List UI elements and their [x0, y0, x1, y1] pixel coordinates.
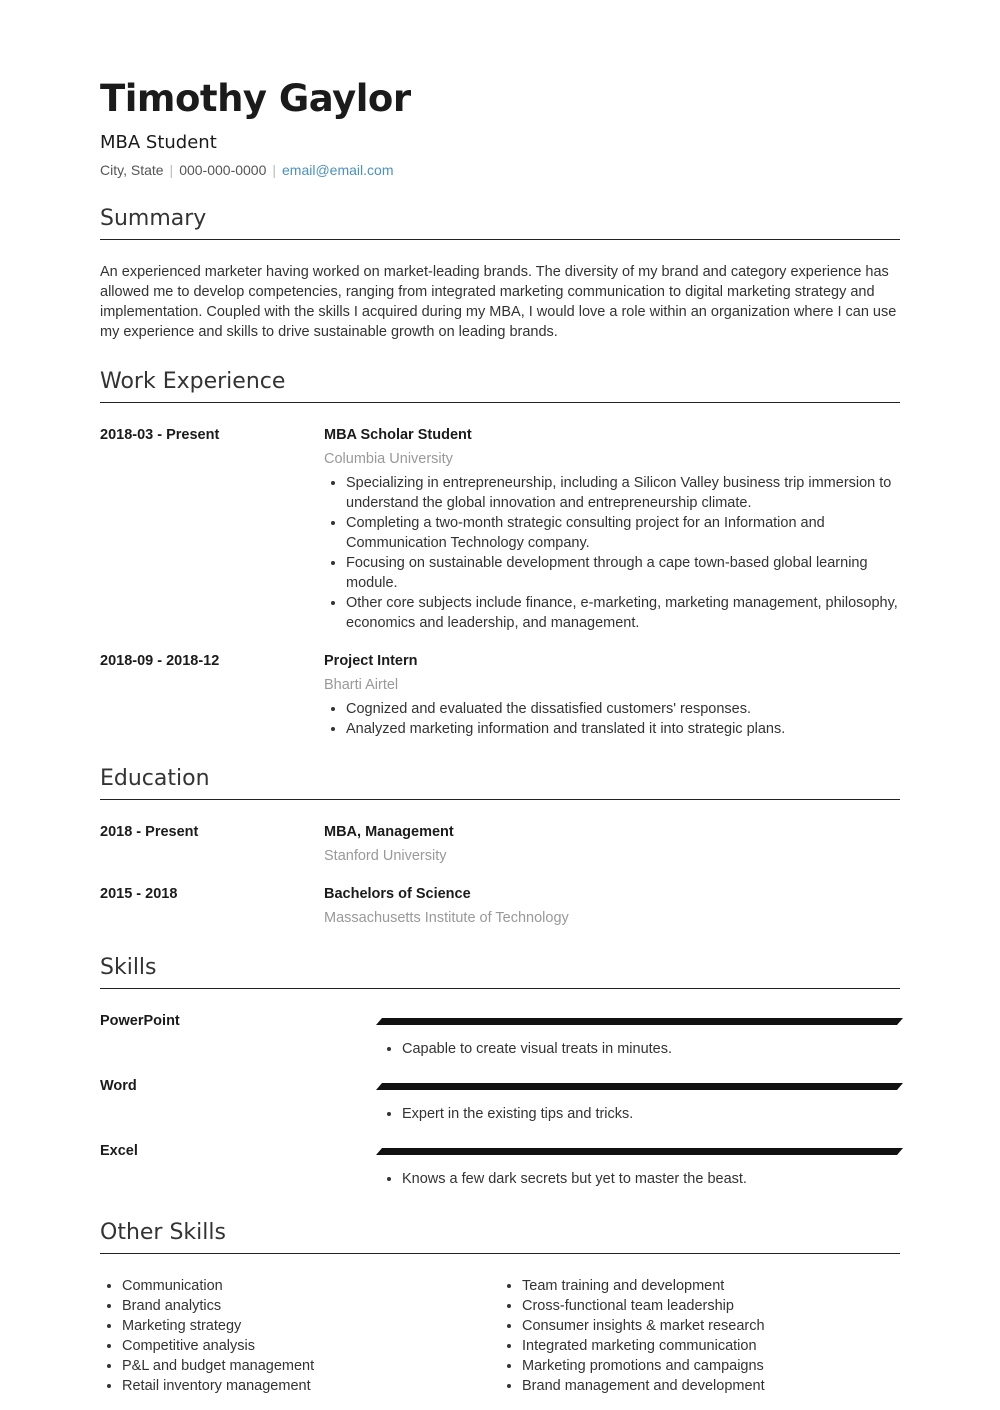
work-bullet: • Focusing on sustainable development through a cape town-based global learning module.	[346, 553, 900, 593]
work-entry-role: Project Intern	[324, 653, 418, 669]
other-skills-left	[100, 1276, 500, 1396]
other-skill-item: • Communication	[122, 1276, 500, 1296]
work-bullet: • Completing a two-month strategic consulting project for an Information and Communication Technology company.	[346, 513, 900, 553]
other-skill-item: • Consumer insights & market research	[522, 1316, 900, 1336]
skill-item	[100, 1011, 900, 1063]
resume-page	[100, 0, 900, 1396]
work-entry-org: Columbia University	[324, 451, 453, 467]
other-skill-item: • Integrated marketing communication	[522, 1336, 900, 1356]
education-section	[100, 765, 900, 928]
work-entry-role: MBA Scholar Student	[324, 427, 472, 443]
skill-name: Excel	[100, 1143, 138, 1159]
work-entry-content	[324, 651, 900, 739]
skill-level-fill	[376, 1148, 903, 1155]
education-entry-degree: MBA, Management	[324, 824, 454, 840]
work-entry	[100, 651, 900, 739]
work-entry-date: 2018-03 - Present	[100, 427, 220, 443]
skill-name: Word	[100, 1078, 137, 1094]
other-skill-item: • Competitive analysis	[122, 1336, 500, 1356]
skill-level-bar	[376, 1148, 903, 1155]
work-entry-content	[324, 425, 900, 633]
skill-note: • Capable to create visual treats in minutes.	[402, 1039, 672, 1059]
work-experience-section	[100, 368, 900, 739]
contact-phone: 000-000-0000	[179, 162, 267, 178]
skills-heading: Skills	[100, 954, 900, 989]
skill-name: PowerPoint	[100, 1013, 180, 1029]
summary-text: An experienced marketer having worked on market-leading brands. The diversity of my brand and category experience has allowed me to develop competencies, ranging from integrated marketing communication to digital marketing strategy and implementation. Coupled with the skills I acquired during my MBA, I would love a role within an organization where I can use my experience and skills to drive sustainable growth on leading brands.	[100, 264, 897, 340]
skill-notes	[380, 1104, 633, 1124]
other-skill-item: • Retail inventory management	[122, 1376, 500, 1396]
education-entry-content	[324, 822, 900, 866]
contact-line	[100, 161, 900, 179]
other-skill-item: • Team training and development	[522, 1276, 900, 1296]
skills-section	[100, 954, 900, 1193]
work-bullet: • Cognized and evaluated the dissatisfied customers' responses.	[346, 699, 900, 719]
skill-level-bar	[376, 1018, 903, 1025]
skill-level-fill	[376, 1018, 903, 1025]
contact-separator: |	[169, 162, 174, 178]
education-heading: Education	[100, 765, 900, 800]
summary-heading: Summary	[100, 205, 900, 240]
work-entry	[100, 425, 900, 633]
work-entry-bullets	[324, 473, 900, 633]
other-skill-item: • Cross-functional team leadership	[522, 1296, 900, 1316]
other-skill-item: • Brand analytics	[122, 1296, 500, 1316]
skill-notes	[380, 1039, 672, 1059]
contact-location: City, State	[100, 162, 164, 178]
skill-level-fill	[376, 1083, 903, 1090]
skill-level-bar	[376, 1083, 903, 1090]
other-skills-columns	[100, 1276, 900, 1396]
education-entry-degree: Bachelors of Science	[324, 886, 471, 902]
work-experience-heading: Work Experience	[100, 368, 900, 403]
candidate-title: MBA Student	[100, 132, 217, 153]
work-bullet: • Other core subjects include finance, e-marketing, marketing management, philosophy, economics and leadership, and management.	[346, 593, 900, 633]
other-skill-item: • P&L and budget management	[122, 1356, 500, 1376]
education-entry-date: 2015 - 2018	[100, 886, 178, 902]
work-entry-bullets	[324, 699, 900, 739]
other-skills-heading: Other Skills	[100, 1219, 900, 1254]
education-entry	[100, 884, 900, 928]
education-entry-date: 2018 - Present	[100, 824, 199, 840]
education-entry-school: Massachusetts Institute of Technology	[324, 910, 569, 926]
skill-item	[100, 1141, 900, 1193]
education-entry-content	[324, 884, 900, 928]
other-skills-right	[500, 1276, 900, 1396]
other-skill-item: • Marketing strategy	[122, 1316, 500, 1336]
skill-note: • Expert in the existing tips and tricks.	[402, 1104, 633, 1124]
skill-item	[100, 1076, 900, 1128]
summary-section	[100, 205, 900, 342]
candidate-name: Timothy Gaylor	[100, 77, 411, 120]
skill-note: • Knows a few dark secrets but yet to master the beast.	[402, 1169, 747, 1189]
work-bullet: • Specializing in entrepreneurship, including a Silicon Valley business trip immersion to understand the global innovation and entrepreneurship climate.	[346, 473, 900, 513]
other-skill-item: • Marketing promotions and campaigns	[522, 1356, 900, 1376]
contact-email-link[interactable]: email@email.com	[282, 162, 394, 178]
other-skill-item: • Brand management and development	[522, 1376, 900, 1396]
contact-separator: |	[272, 162, 277, 178]
work-bullet: • Analyzed marketing information and translated it into strategic plans.	[346, 719, 900, 739]
education-entry	[100, 822, 900, 866]
work-entry-org: Bharti Airtel	[324, 677, 399, 693]
work-entry-date: 2018-09 - 2018-12	[100, 653, 220, 669]
education-entry-school: Stanford University	[324, 848, 447, 864]
other-skills-section	[100, 1219, 900, 1396]
skill-notes	[380, 1169, 747, 1189]
